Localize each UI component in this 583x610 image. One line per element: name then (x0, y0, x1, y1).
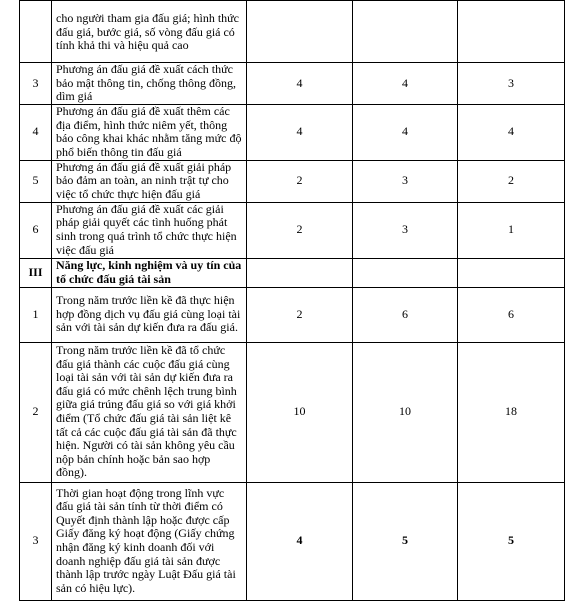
score-cell-2 (353, 258, 458, 287)
score-cell-3: 2 (458, 160, 565, 202)
table-row (20, 104, 565, 160)
table-row (20, 482, 565, 600)
row-number: 3 (20, 63, 52, 105)
section-header-row (20, 258, 565, 287)
table-row (20, 342, 565, 482)
score-cell-1: 2 (247, 202, 353, 258)
score-cell-2: 5 (353, 482, 458, 600)
row-number: 5 (20, 160, 52, 202)
score-cell-1: 10 (247, 342, 353, 482)
score-cell-1: 4 (247, 63, 353, 105)
row-number (20, 1, 52, 63)
score-cell-2: 4 (353, 63, 458, 105)
score-cell-1: 4 (247, 482, 353, 600)
score-cell-1 (247, 258, 353, 287)
table-row (20, 202, 565, 258)
row-number: 3 (20, 482, 52, 600)
score-cell-1: 4 (247, 104, 353, 160)
criterion-text: Trong năm trước liền kề đã tổ chức đấu giá thành các cuộc đấu giá cùng loại tài sản với tài sản dự kiến đưa ra đấu giá có mức chênh lệch trung bình giữa giá trúng đấu giá so với giá khởi điểm (Tổ chức đấu giá tài sản liệt kê tất cả các cuộc đấu giá tài sản đã thực hiện. Người có tài sản không yêu cầu nộp bản chính hoặc bản sao hợp đồng). (52, 342, 247, 482)
score-cell-3: 1 (458, 202, 565, 258)
score-cell-3: 5 (458, 482, 565, 600)
table-row (20, 63, 565, 105)
score-cell-1: 2 (247, 160, 353, 202)
section-title: Năng lực, kinh nghiệm và uy tín của tổ chức đấu giá tài sản (52, 258, 247, 287)
table-row (20, 160, 565, 202)
score-cell-2: 3 (353, 160, 458, 202)
score-cell-3 (458, 1, 565, 63)
row-number: 1 (20, 287, 52, 342)
table-row (20, 1, 565, 63)
row-number: 4 (20, 104, 52, 160)
criterion-text: Phương án đấu giá đề xuất các giải pháp giải quyết các tình huống phát sinh trong quá trình tổ chức thực hiện việc đấu giá (52, 202, 247, 258)
score-cell-3 (458, 258, 565, 287)
score-cell-2: 3 (353, 202, 458, 258)
score-cell-2 (353, 1, 458, 63)
criterion-text: Thời gian hoạt động trong lĩnh vực đấu giá tài sản tính từ thời điểm có Quyết định thành lập hoặc được cấp Giấy đăng ký hoạt động (Giấy chứng nhận đăng ký kinh doanh đối với doanh nghiệp đấu giá tài sản được thành lập trước ngày Luật Đấu giá tài sản có hiệu lực). (52, 482, 247, 600)
score-cell-2: 6 (353, 287, 458, 342)
score-cell-3: 18 (458, 342, 565, 482)
score-cell-3: 6 (458, 287, 565, 342)
score-cell-3: 3 (458, 63, 565, 105)
section-number: III (20, 258, 52, 287)
criterion-text: cho người tham gia đấu giá; hình thức đấu giá, bước giá, số vòng đấu giá có tính khả thi và hiệu quả cao (52, 1, 247, 63)
score-cell-1 (247, 1, 353, 63)
score-cell-2: 10 (353, 342, 458, 482)
row-number: 2 (20, 342, 52, 482)
row-number: 6 (20, 202, 52, 258)
table-row (20, 287, 565, 342)
score-cell-1: 2 (247, 287, 353, 342)
scoring-table (19, 0, 565, 601)
criterion-text: Phương án đấu giá đề xuất giải pháp bảo đảm an toàn, an ninh trật tự cho việc tổ chức thực hiện đấu giá (52, 160, 247, 202)
criterion-text: Trong năm trước liền kề đã thực hiện hợp đồng dịch vụ đấu giá cùng loại tài sản với tài sản dự kiến đưa ra đấu giá. (52, 287, 247, 342)
criterion-text: Phương án đấu giá đề xuất thêm các địa điểm, hình thức niêm yết, thông báo công khai khác nhằm tăng mức độ phổ biến thông tin đấu giá (52, 104, 247, 160)
score-cell-3: 4 (458, 104, 565, 160)
score-cell-2: 4 (353, 104, 458, 160)
criterion-text: Phương án đấu giá đề xuất cách thức bảo mật thông tin, chống thông đồng, dìm giá (52, 63, 247, 105)
